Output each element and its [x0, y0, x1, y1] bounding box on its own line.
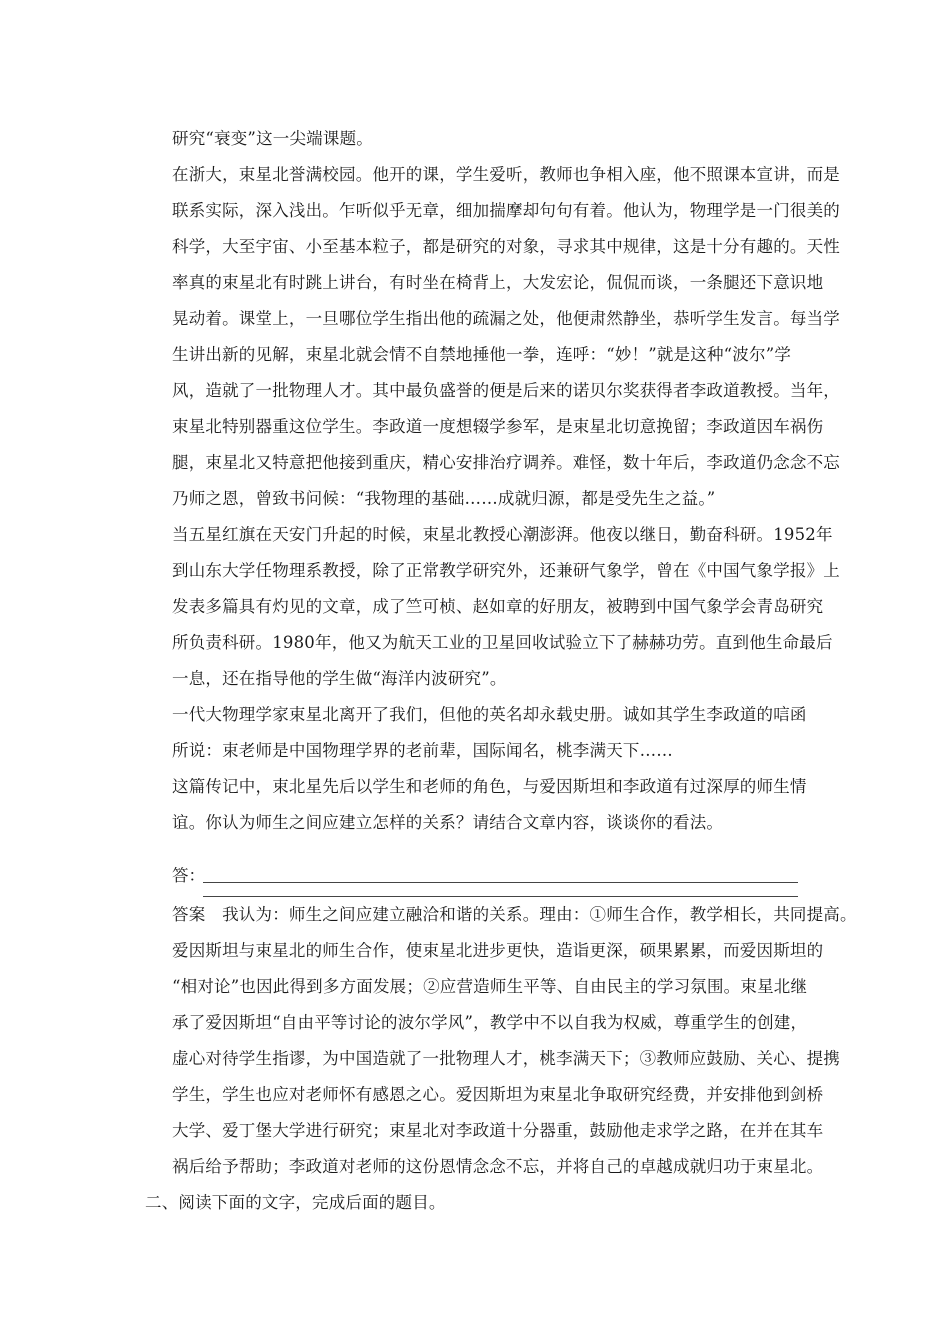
passage-line: 研究“衰变”这一尖端课题。 [172, 129, 373, 148]
question-line: 谊。你认为师生之间应建立怎样的关系？请结合文章内容，谈谈你的看法。 [172, 813, 724, 832]
passage-line: 束星北特别器重这位学生。李政道一度想辍学参军，是束星北切意挽留；李政道因车祸伤 [172, 417, 824, 436]
passage-line: 一息，还在指导他的学生做“海洋内波研究”。 [172, 669, 507, 688]
passage-line: 到山东大学任物理系教授，除了正常教学研究外，还兼研气象学，曾在《中国气象学报》上 [172, 561, 840, 580]
answer-line: “相对论”也因此得到多方面发展；②应营造师生平等、自由民主的学习氛围。束星北继 [172, 977, 808, 996]
answer-line: 祸后给予帮助；李政道对老师的这份恩情念念不忘，并将自己的卓越成就归功于束星北。 [172, 1157, 824, 1176]
answer-line: 答案 我认为：师生之间应建立融洽和谐的关系。理由：①师生合作，教学相长，共同提高。 [172, 905, 857, 924]
answer-blank-line [203, 896, 798, 897]
passage-line: 腿，束星北又特意把他接到重庆，精心安排治疗调养。难怪，数十年后，李政道仍念念不忘 [172, 453, 840, 472]
passage-line: 乃师之恩，曾致书问候：“我物理的基础……成就归源，都是受先生之益。” [172, 489, 716, 508]
answer-line: 爱因斯坦与束星北的师生合作，使束星北进步更快，造诣更深，硕果累累，而爱因斯坦的 [172, 941, 824, 960]
question-line: 这篇传记中，束北星先后以学生和老师的角色，与爱因斯坦和李政道有过深厚的师生情 [172, 777, 807, 796]
passage-line: 晃动着。课堂上，一旦哪位学生指出他的疏漏之处，他便肃然静坐，恭听学生发言。每当学 [172, 309, 840, 328]
passage-line: 生讲出新的见解，束星北就会情不自禁地捶他一拳，连呼：“妙！”就是这种“波尔”学 [172, 345, 792, 364]
passage-line: 当五星红旗在天安门升起的时候，束星北教授心潮澎湃。他夜以继日，勤奋科研。1952年 [172, 525, 833, 544]
passage-line: 一代大物理学家束星北离开了我们，但他的英名却永载史册。诚如其学生李政道的唁函 [172, 705, 807, 724]
answer-label: 答： [172, 866, 205, 885]
passage-line: 率真的束星北有时跳上讲台，有时坐在椅背上，大发宏论，侃侃而谈，一条腿还下意识地 [172, 273, 824, 292]
answer-line: 学生，学生也应对老师怀有感恩之心。爱因斯坦为束星北争取研究经费，并安排他到剑桥 [172, 1085, 824, 1104]
passage-line: 在浙大，束星北誉满校园。他开的课，学生爱听，教师也争相入座，他不照课本宣讲，而是 [172, 165, 840, 184]
answer-line: 承了爱因斯坦“自由平等讨论的波尔学风”，教学中不以自我为权威，尊重学生的创建， [172, 1013, 808, 1032]
passage-line: 发表多篇具有灼见的文章，成了竺可桢、赵如章的好朋友，被聘到中国气象学会青岛研究 [172, 597, 824, 616]
answer-line: 大学、爱丁堡大学进行研究；束星北对李政道十分器重，鼓励他走求学之路，在并在其车 [172, 1121, 824, 1140]
passage-line: 科学，大至宇宙、小至基本粒子，都是研究的对象，寻求其中规律，这是十分有趣的。天性 [172, 237, 840, 256]
passage-line: 所说：束老师是中国物理学界的老前辈，国际闻名，桃李满天下…… [172, 741, 673, 760]
section-heading: 二、阅读下面的文字，完成后面的题目。 [145, 1193, 446, 1212]
passage-line: 所负责科研。1980年，他又为航天工业的卫星回收试验立下了赫赫功劳。直到他生命最后 [172, 633, 833, 652]
passage-line: 联系实际，深入浅出。乍听似乎无章，细加揣摩却句句有着。他认为，物理学是一门很美的 [172, 201, 840, 220]
passage-line: 风，造就了一批物理人才。其中最负盛誉的便是后来的诺贝尔奖获得者李政道教授。当年， [172, 381, 840, 400]
answer-line: 虚心对待学生指谬，为中国造就了一批物理人才，桃李满天下；③教师应鼓励、关心、提携 [172, 1049, 840, 1068]
answer-blank-line [203, 882, 798, 883]
